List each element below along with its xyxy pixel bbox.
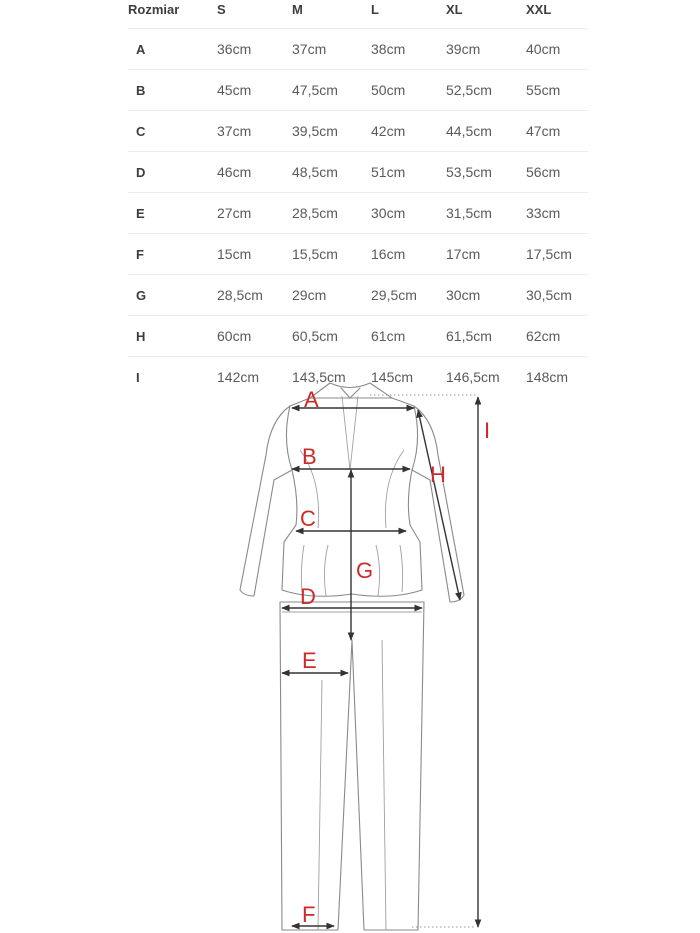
measurement-cell: 33cm [526, 193, 588, 234]
label-f: F [302, 902, 316, 927]
measurement-cell: 29cm [292, 275, 371, 316]
header-cell: Rozmiar [128, 0, 217, 29]
measurement-cell: 36cm [217, 29, 292, 70]
measurement-cell: 17,5cm [526, 234, 588, 275]
bodice-outline [282, 398, 422, 596]
label-i: I [484, 418, 491, 443]
measurement-cell: 143,5cm [292, 369, 346, 385]
row-label: F [128, 234, 217, 275]
measurement-cell: 38cm [371, 29, 446, 70]
size-row-d [128, 152, 588, 193]
measurement-cell: 60,5cm [292, 316, 371, 357]
measurement-cell: 28,5cm [217, 275, 292, 316]
label-h: H [430, 462, 446, 487]
measurement-cell: 28,5cm [292, 193, 371, 234]
size-row-c [128, 111, 588, 152]
measurement-cell: 15cm [217, 234, 292, 275]
label-c: C [300, 506, 316, 531]
row-label: C [128, 111, 217, 152]
measurement-cell: 47cm [526, 111, 588, 152]
measurement-cell: 51cm [371, 152, 446, 193]
header-cell: XXL [526, 0, 588, 29]
measurement-cell: 145cm [371, 369, 414, 385]
measurement-cell: 53,5cm [446, 152, 526, 193]
measurement-cell: 55cm [526, 70, 588, 111]
measure-line-h [418, 410, 460, 600]
lapel-line [342, 396, 358, 470]
header-cell: M [292, 0, 371, 29]
measurement-cell: 47,5cm [292, 70, 371, 111]
measurement-cell: 40cm [526, 29, 588, 70]
measurement-cell: 146,5cm [446, 369, 500, 385]
measurement-cell: 16cm [371, 234, 446, 275]
row-label: G [128, 275, 217, 316]
trousers-crease-right [382, 640, 386, 930]
peplum-folds [301, 545, 402, 596]
jumpsuit-measurement-diagram [0, 380, 700, 933]
left-sleeve-outline [240, 406, 292, 596]
size-table-body [128, 29, 588, 398]
label-g: G [356, 558, 374, 583]
size-row-g [128, 275, 588, 316]
row-label: D [128, 152, 217, 193]
measurement-cell: 17cm [446, 234, 526, 275]
size-row-f [128, 234, 588, 275]
measurement-cell: 30,5cm [526, 275, 588, 316]
measurement-cell: 37cm [292, 29, 371, 70]
measurement-cell: 148cm [526, 369, 569, 385]
measurement-cell: 46cm [217, 152, 292, 193]
measurement-labels [300, 387, 490, 927]
measurement-cell: 42cm [371, 111, 446, 152]
row-label: I [136, 369, 140, 385]
row-label: A [128, 29, 217, 70]
measurement-cell: 48,5cm [292, 152, 371, 193]
label-b: B [302, 444, 317, 469]
measurement-cell: 56cm [526, 152, 588, 193]
measurement-cell: 52,5cm [446, 70, 526, 111]
right-dart-line [385, 450, 404, 528]
measurement-cell: 60cm [217, 316, 292, 357]
row-label: B [128, 70, 217, 111]
label-e: E [302, 648, 317, 673]
measurement-cell: 37cm [217, 111, 292, 152]
measurement-cell: 39cm [446, 29, 526, 70]
row-label: H [128, 316, 217, 357]
trousers-crease-left [318, 680, 322, 930]
size-row-b [128, 70, 588, 111]
size-chart-table [128, 0, 588, 397]
measurement-cell: 142cm [217, 369, 260, 385]
size-row-h [128, 316, 588, 357]
measurement-cell: 29,5cm [371, 275, 446, 316]
measurement-cell: 45cm [217, 70, 292, 111]
measurement-cell: 61cm [371, 316, 446, 357]
measurement-cell: 27cm [217, 193, 292, 234]
header-cell: XL [446, 0, 526, 29]
right-sleeve-outline [412, 406, 464, 602]
row-label: E [128, 193, 217, 234]
measurement-cell: 61,5cm [446, 316, 526, 357]
header-cell: L [371, 0, 446, 29]
label-a: A [304, 387, 319, 412]
header-cell: S [217, 0, 292, 29]
collar-outline [310, 383, 392, 398]
measurement-cell: 30cm [446, 275, 526, 316]
size-row-a [128, 29, 588, 70]
measurement-cell: 39,5cm [292, 111, 371, 152]
measurement-cell: 30cm [371, 193, 446, 234]
measurement-cell: 15,5cm [292, 234, 371, 275]
measurement-cell: 31,5cm [446, 193, 526, 234]
measurement-cell: 50cm [371, 70, 446, 111]
size-header-row [128, 0, 588, 29]
size-row-e [128, 193, 588, 234]
measurement-cell: 44,5cm [446, 111, 526, 152]
label-d: D [300, 584, 316, 609]
measurement-cell: 62cm [526, 316, 588, 357]
